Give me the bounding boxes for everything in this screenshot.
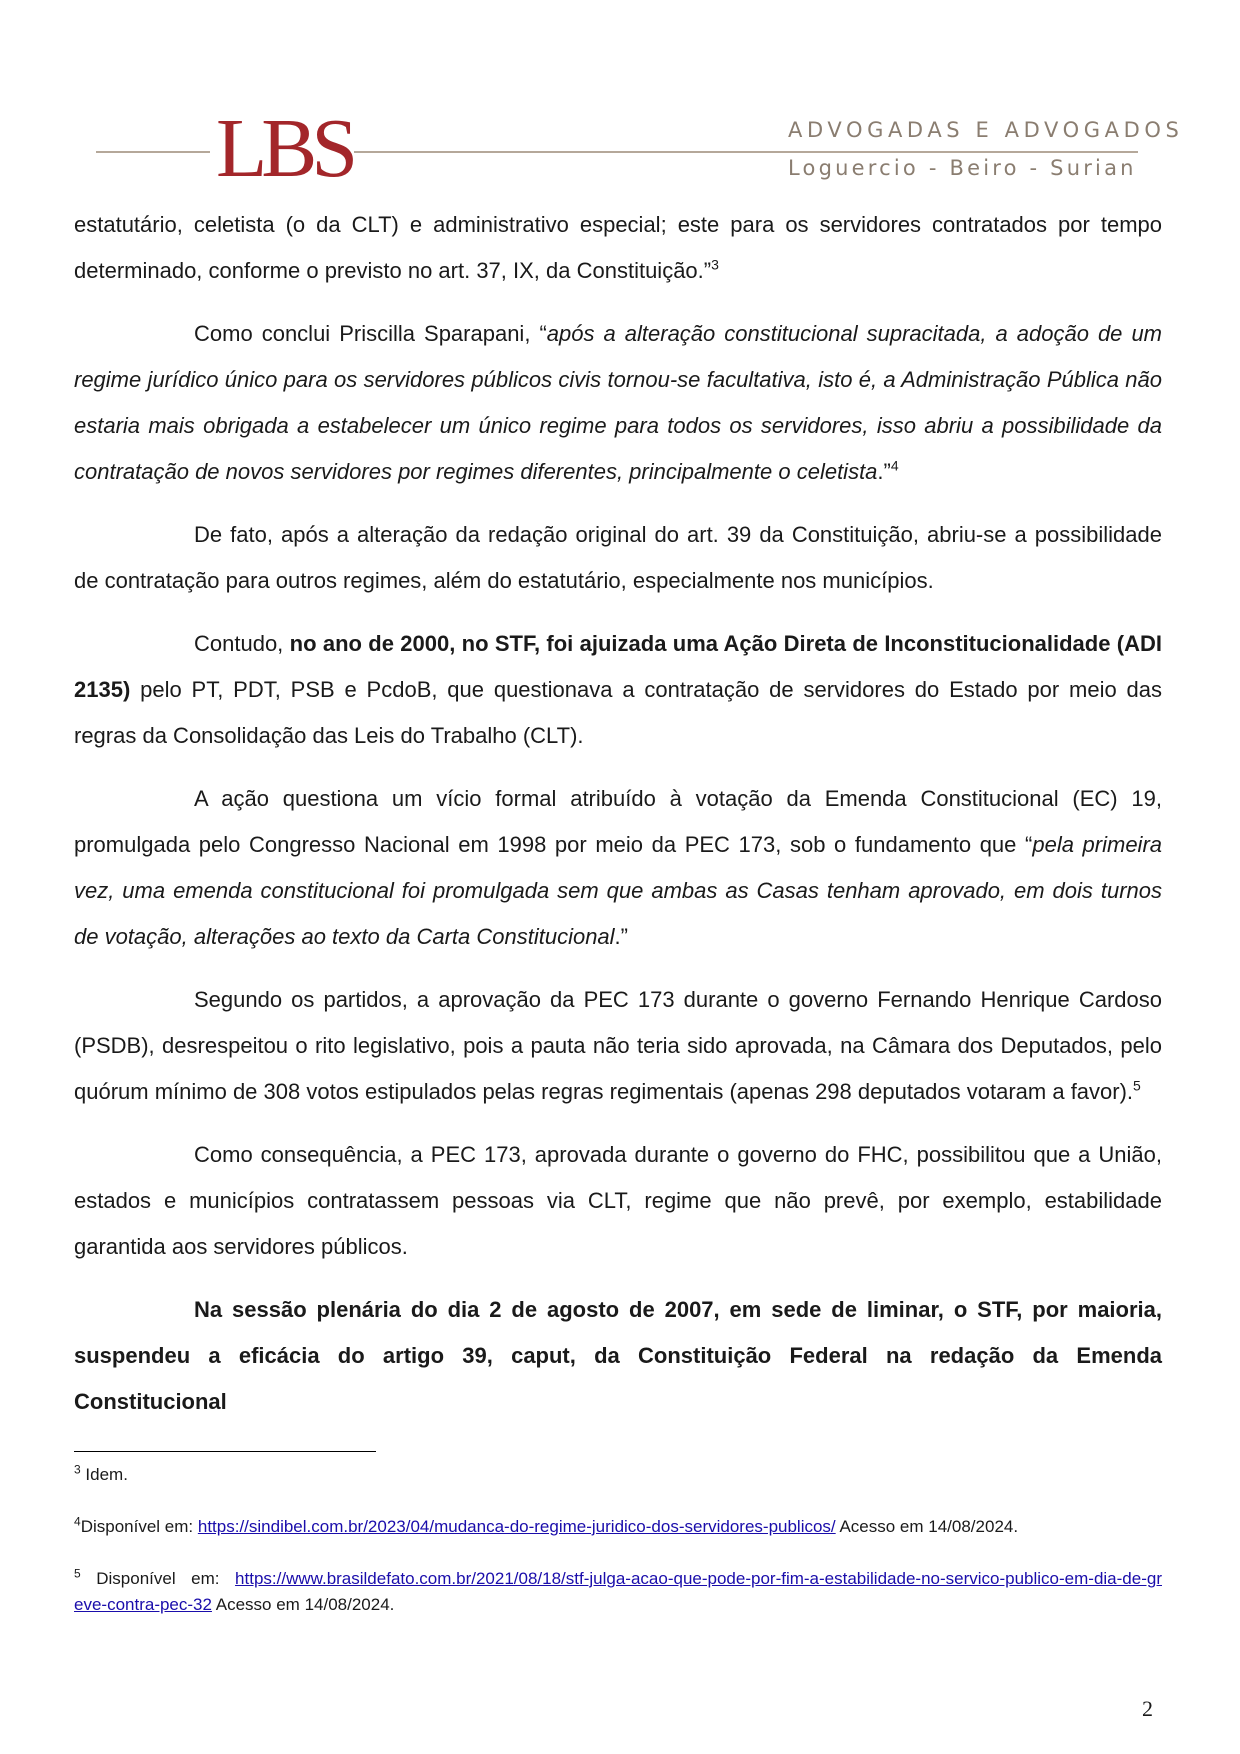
footnote-4-tail: Acesso em 14/08/2024. bbox=[835, 1517, 1019, 1536]
document-body bbox=[74, 202, 1162, 1425]
paragraph-2 bbox=[74, 311, 1162, 495]
paragraph-5-tail: .” bbox=[614, 924, 628, 949]
footnote-5-number: 5 bbox=[74, 1566, 81, 1581]
paragraph-6-text: Segundo os partidos, a aprovação da PEC 173 durante o governo Fernando Henrique Cardoso (PSDB), desrespeitou o rito legislativo, pois a pauta não teria sido aprovada, na Câmara dos Deputados, pelo quórum mínimo de 308 votos estipulados pelas regras regimentais (apenas 298 deputados votaram a favor). bbox=[74, 987, 1162, 1104]
paragraph-3: De fato, após a alteração da redação original do art. 39 da Constituição, abriu-se a possibilidade de contratação para outros regimes, além do estatutário, especialmente nos municípios. bbox=[74, 522, 1162, 593]
letterhead bbox=[0, 0, 1240, 200]
footnote-ref-5: 5 bbox=[1133, 1077, 1141, 1094]
paragraph-7: Como consequência, a PEC 173, aprovada durante o governo do FHC, possibilitou que a União, estados e municípios contratassem pessoas via CLT, regime que não prevê, por exemplo, estabilidade garantida aos servidores públicos. bbox=[74, 1142, 1162, 1259]
paragraph-1-text: estatutário, celetista (o da CLT) e administrativo especial; este para os servidores contratados por tempo determinado, conforme o previsto no art. 37, IX, da Constituição.” bbox=[74, 212, 1162, 283]
firm-partners: Loguercio - Beiro - Surian bbox=[788, 156, 1137, 180]
footnote-3-text: Idem. bbox=[80, 1465, 128, 1484]
paragraph-4-lead: Contudo, bbox=[194, 631, 290, 656]
header-rule-right bbox=[354, 151, 1138, 153]
footnote-5-tail: Acesso em 14/08/2024. bbox=[211, 1595, 395, 1614]
paragraph-5 bbox=[74, 776, 1162, 960]
footnote-3-number: 3 bbox=[74, 1462, 81, 1477]
paragraph-1 bbox=[74, 202, 1162, 294]
paragraph-8-bold: Na sessão plenária do dia 2 de agosto de 2007, em sede de liminar, o STF, por maioria, suspendeu a eficácia do artigo 39, caput, da Constituição Federal na redação da Emenda Constitucional bbox=[74, 1297, 1162, 1414]
footnote-5 bbox=[74, 1566, 1162, 1618]
paragraph-8 bbox=[74, 1287, 1162, 1425]
firm-logo: LBS bbox=[216, 102, 353, 195]
paragraph-4-tail: pelo PT, PDT, PSB e PcdoB, que questionava a contratação de servidores do Estado por meio das regras da Consolidação das Leis do Trabalho (CLT). bbox=[74, 677, 1162, 748]
header-rule-left bbox=[96, 151, 210, 153]
footnote-4-number: 4 bbox=[74, 1514, 81, 1529]
footnotes bbox=[74, 1462, 1162, 1644]
paragraph-4 bbox=[74, 621, 1162, 759]
page-number: 2 bbox=[1142, 1696, 1153, 1721]
paragraph-2-lead: Como conclui Priscilla Sparapani, “ bbox=[194, 321, 547, 346]
footnote-4-lead: Disponível em: bbox=[80, 1517, 198, 1536]
footnote-separator bbox=[74, 1451, 376, 1452]
paragraph-2-quote: após a alteração constitucional supracitada, a adoção de um regime jurídico único para os servidores públicos civis tornou-se facultativa, isto é, a Administração Pública não estaria mais obrigada a estabelecer um único regime para todos os servidores, isso abriu a possibilidade da contratação de novos servidores por regimes diferentes, principalmente o celetista bbox=[74, 321, 1162, 484]
footnote-5-link[interactable]: https://www.brasildefato.com.br/2021/08/18/stf-julga-acao-que-pode-por-fim-a-estabilidade-no-servico-publico-em-dia-de-greve-contra-pec-32 bbox=[74, 1569, 1162, 1614]
paragraph-5-lead: A ação questiona um vício formal atribuído à votação da Emenda Constitucional (EC) 19, promulgada pelo Congresso Nacional em 1998 por meio da PEC 173, sob o fundamento que “ bbox=[74, 786, 1162, 857]
paragraph-2-tail: .” bbox=[877, 459, 891, 484]
firm-name: ADVOGADAS E ADVOGADOS bbox=[788, 118, 1184, 142]
paragraph-5-quote: pela primeira vez, uma emenda constitucional foi promulgada sem que ambas as Casas tenham aprovado, em dois turnos de votação, alterações ao texto da Carta Constitucional bbox=[74, 832, 1163, 949]
paragraph-4-bold: no ano de 2000, no STF, foi ajuizada uma Ação Direta de Inconstitucionalidade (ADI 2135) bbox=[74, 631, 1162, 702]
paragraph-6 bbox=[74, 977, 1162, 1115]
footnote-4-link[interactable]: https://sindibel.com.br/2023/04/mudanca-do-regime-juridico-dos-servidores-publicos/ bbox=[197, 1517, 836, 1536]
footnote-3 bbox=[74, 1462, 1162, 1488]
footnote-4 bbox=[74, 1514, 1162, 1540]
footnote-ref-3: 3 bbox=[711, 256, 719, 273]
footnote-ref-4: 4 bbox=[890, 457, 899, 474]
footnote-5-lead: Disponível em: bbox=[80, 1569, 236, 1588]
